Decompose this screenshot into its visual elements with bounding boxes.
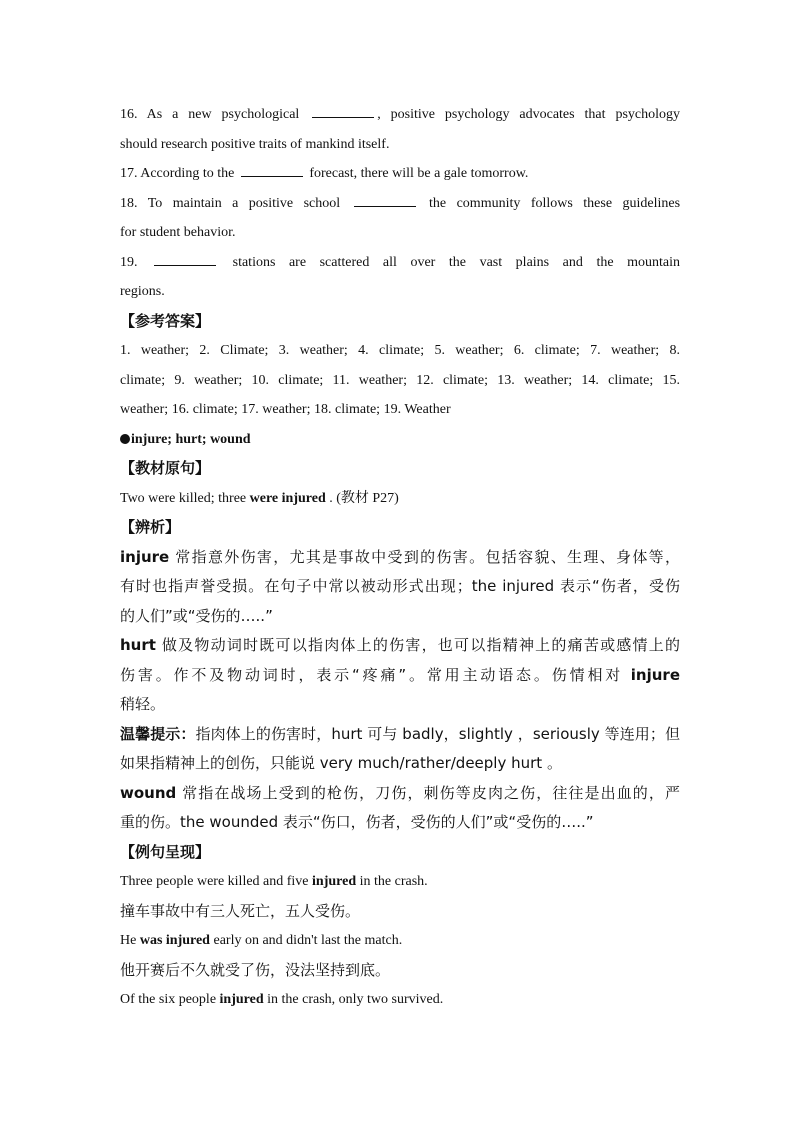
answers-line-1: 1. weather; 2. Climate; 3. weather; 4. climate; 5. weather; 6. climate; 7. weather; 8. xyxy=(120,343,680,358)
tip-line-1: 温馨提示：指肉体上的伤害时，hurt 可与 badly，slightly ，seriously 等连用；但 xyxy=(120,724,680,743)
exercise-16-line-1: 16. As a new psychological , positive psychology advocates that psychology xyxy=(120,107,680,122)
topic-title: injure; hurt; wound xyxy=(120,425,680,455)
wound-line-2: 重的伤。the wounded 表示“伤口，伤者，受伤的人们”或“受伤的…..” xyxy=(120,813,594,831)
injure-line-3: 的人们”或“受伤的…..” xyxy=(120,606,273,625)
example-2-en: He was injured early on and didn't last the match. xyxy=(120,933,403,948)
example-1-en: Three people were killed and five injured in the crash. xyxy=(120,874,428,889)
answer-blank-16[interactable] xyxy=(312,105,374,118)
tip-line-2: 如果指精神上的创伤，只能说 very much/rather/deeply hurt 。 xyxy=(120,754,562,772)
bullet-dot-icon xyxy=(120,434,130,444)
wound-line-1: wound 常指在战场上受到的枪伤，刀伤，刺伤等皮肉之伤，往往是出血的，严 xyxy=(120,783,680,802)
textbook-sentence: Two were killed; three were injured . (教材 P27) xyxy=(120,490,399,506)
answer-blank-17[interactable] xyxy=(241,164,303,177)
answer-blank-18[interactable] xyxy=(354,194,416,207)
hurt-line-1: hurt 做及物动词时既可以指肉体上的伤害，也可以指精神上的痛苦或感情上的 xyxy=(120,636,680,654)
exercise-16-line-2: should research positive traits of mankind itself. xyxy=(120,136,390,152)
exercise-19-line-1: 19. stations are scattered all over the vast plains and the mountain xyxy=(120,254,680,270)
exercise-19-line-2: regions. xyxy=(120,284,165,299)
examples-heading: 【例句呈现】 xyxy=(120,842,211,861)
example-1-cn: 撞车事故中有三人死亡，五人受伤。 xyxy=(120,901,361,920)
exercise-18-line-1: 18. To maintain a positive school the community follows these guidelines xyxy=(120,195,680,211)
answers-heading: 【参考答案】 xyxy=(120,311,211,330)
hurt-line-2: 伤害。作不及物动词时，表示“疼痛”。常用主动语态。伤情相对 injure xyxy=(120,665,680,684)
hurt-line-3: 稍轻。 xyxy=(120,695,166,713)
exercise-18-line-2: for student behavior. xyxy=(120,225,236,240)
exercise-17: 17. According to the forecast, there will be a gale tomorrow. xyxy=(120,166,529,181)
injure-line-1: injure 常指意外伤害，尤其是事故中受到的伤害。包括容貌、生理、身体等， xyxy=(120,547,680,566)
answers-line-3: weather; 16. climate; 17. weather; 18. climate; 19. Weather xyxy=(120,402,451,417)
injure-line-2: 有时也指声誉受损。在句子中常以被动形式出现；the injured 表示“伤者，受伤 xyxy=(120,577,680,595)
example-2-cn: 他开赛后不久就受了伤，没法坚持到底。 xyxy=(120,960,391,979)
answer-blank-19[interactable] xyxy=(154,253,216,266)
document-page xyxy=(120,100,680,1015)
analysis-heading: 【辨析】 xyxy=(120,518,181,536)
answers-line-2: climate; 9. weather; 10. climate; 11. weather; 12. climate; 13. weather; 14. climate; 15. xyxy=(120,372,680,388)
example-3-en: Of the six people injured in the crash, only two survived. xyxy=(120,992,444,1007)
textbook-heading: 【教材原句】 xyxy=(120,459,211,477)
